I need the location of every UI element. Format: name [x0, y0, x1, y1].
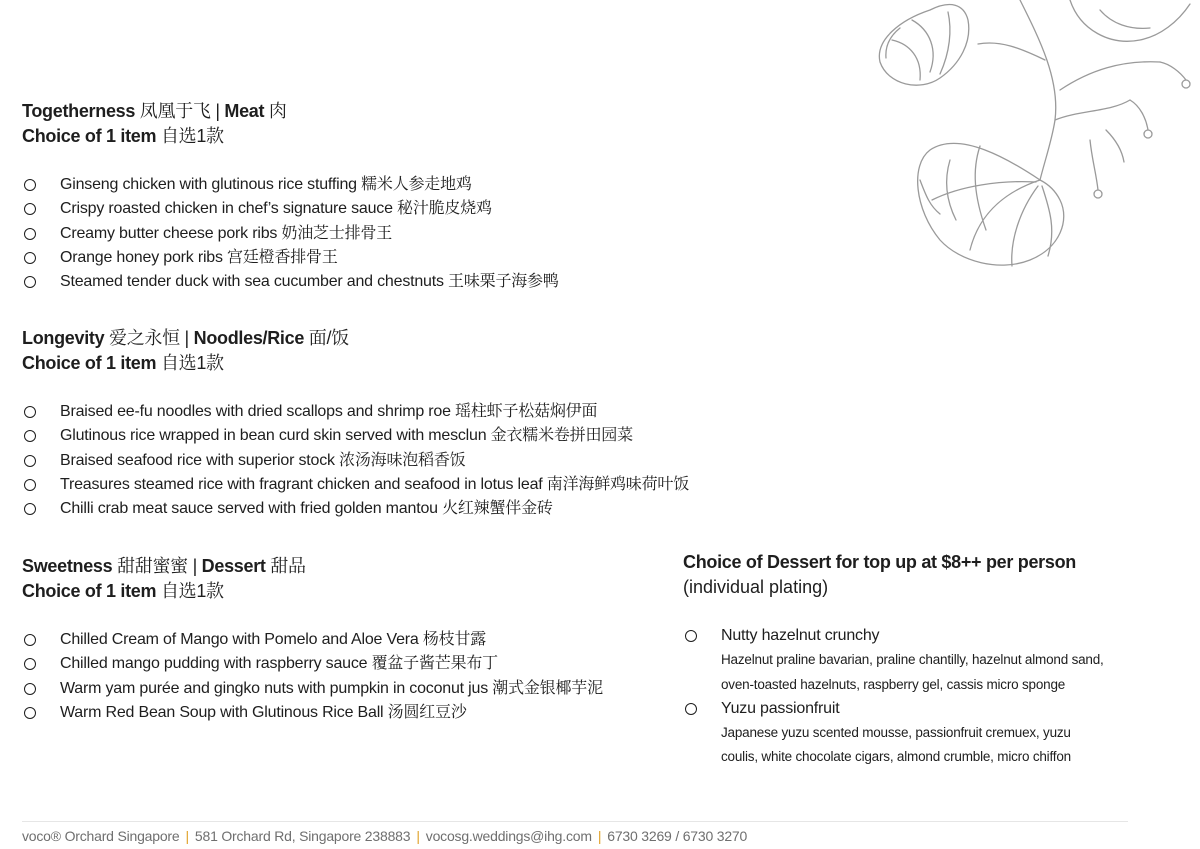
topup-item[interactable]: Nutty hazelnut crunchy: [683, 624, 1153, 648]
footer-separator: |: [597, 828, 602, 844]
section-choice: Choice of 1 item 自选1款: [22, 581, 224, 601]
menu-item[interactable]: Ginseng chicken with glutinous rice stuffing 糯米人参走地鸡: [22, 173, 559, 197]
radio-circle-icon[interactable]: [24, 503, 36, 515]
menu-section-noodles-rice: [22, 326, 689, 521]
footer-separator: |: [185, 828, 189, 844]
topup-item-description: Hazelnut praline bavarian, praline chantilly, hazelnut almond sand,: [721, 652, 1104, 668]
radio-circle-icon[interactable]: [24, 276, 36, 288]
floral-illustration-icon: [860, 0, 1200, 280]
menu-item[interactable]: Warm yam purée and gingko nuts with pumpkin in coconut jus 潮式金银椰芋泥: [22, 677, 603, 701]
menu-item[interactable]: Glutinous rice wrapped in bean curd skin served with mesclun 金衣糯米卷拼田园菜: [22, 424, 689, 448]
radio-circle-icon[interactable]: [24, 203, 36, 215]
menu-item[interactable]: Warm Red Bean Soup with Glutinous Rice Ball 汤圆红豆沙: [22, 701, 603, 725]
section-choice: Choice of 1 item 自选1款: [22, 353, 224, 373]
radio-circle-icon[interactable]: [24, 179, 36, 191]
topup-item-description: coulis, white chocolate cigars, almond crumble, micro chiffon: [721, 749, 1071, 765]
menu-item[interactable]: Chilled Cream of Mango with Pomelo and Aloe Vera 杨枝甘露: [22, 628, 603, 652]
footer-address: 581 Orchard Rd, Singapore 238883: [194, 828, 411, 844]
menu-item[interactable]: Braised ee-fu noodles with dried scallops and shrimp roe 瑶柱虾子松菇焖伊面: [22, 400, 689, 424]
topup-item-description: oven-toasted hazelnuts, raspberry gel, cassis micro sponge: [721, 676, 1066, 692]
menu-item[interactable]: Steamed tender duck with sea cucumber and chestnuts 王味栗子海参鸭: [22, 270, 559, 294]
section-title: Longevity 爱之永恒 | Noodles/Rice 面/饭: [22, 328, 349, 348]
menu-item[interactable]: Crispy roasted chicken in chef’s signature sauce 秘汁脆皮烧鸡: [22, 197, 559, 221]
topup-subtitle: (individual plating): [683, 577, 829, 597]
footer-email[interactable]: vocosg.weddings@ihg.com: [425, 828, 592, 844]
radio-circle-icon[interactable]: [24, 707, 36, 719]
radio-circle-icon[interactable]: [24, 228, 36, 240]
footer: [22, 828, 747, 844]
topup-title: Choice of Dessert for top up at $8++ per person: [683, 552, 1076, 572]
topup-dessert-section: [683, 550, 1153, 770]
menu-section-dessert: [22, 554, 603, 725]
menu-item[interactable]: Chilli crab meat sauce served with fried golden mantou 火红辣蟹伴金砖: [22, 497, 689, 521]
radio-circle-icon[interactable]: [24, 430, 36, 442]
section-title: Togetherness 凤凰于飞 | Meat 肉: [22, 101, 287, 121]
radio-circle-icon[interactable]: [685, 703, 697, 715]
footer-separator: |: [416, 828, 420, 844]
menu-section-meat: [22, 99, 559, 294]
radio-circle-icon[interactable]: [24, 455, 36, 467]
section-choice: Choice of 1 item 自选1款: [22, 126, 224, 146]
footer-brand: voco® Orchard Singapore: [22, 828, 180, 844]
radio-circle-icon[interactable]: [24, 683, 36, 695]
topup-item-description: Japanese yuzu scented mousse, passionfruit cremuex, yuzu: [721, 725, 1071, 741]
menu-item[interactable]: Braised seafood rice with superior stock 浓汤海味泡稻香饭: [22, 449, 689, 473]
radio-circle-icon[interactable]: [24, 252, 36, 264]
menu-item[interactable]: Orange honey pork ribs 宫廷橙香排骨王: [22, 246, 559, 270]
radio-circle-icon[interactable]: [24, 634, 36, 646]
topup-item[interactable]: Yuzu passionfruit: [683, 697, 1153, 721]
footer-divider: [22, 821, 1128, 822]
menu-item[interactable]: Creamy butter cheese pork ribs 奶油芝士排骨王: [22, 222, 559, 246]
radio-circle-icon[interactable]: [24, 479, 36, 491]
radio-circle-icon[interactable]: [685, 630, 697, 642]
radio-circle-icon[interactable]: [24, 658, 36, 670]
menu-item[interactable]: Treasures steamed rice with fragrant chicken and seafood in lotus leaf 南洋海鲜鸡味荷叶饭: [22, 473, 689, 497]
footer-phone[interactable]: 6730 3269 / 6730 3270: [607, 828, 748, 844]
section-title: Sweetness 甜甜蜜蜜 | Dessert 甜品: [22, 556, 306, 576]
menu-item[interactable]: Chilled mango pudding with raspberry sauce 覆盆子酱芒果布丁: [22, 652, 603, 676]
radio-circle-icon[interactable]: [24, 406, 36, 418]
